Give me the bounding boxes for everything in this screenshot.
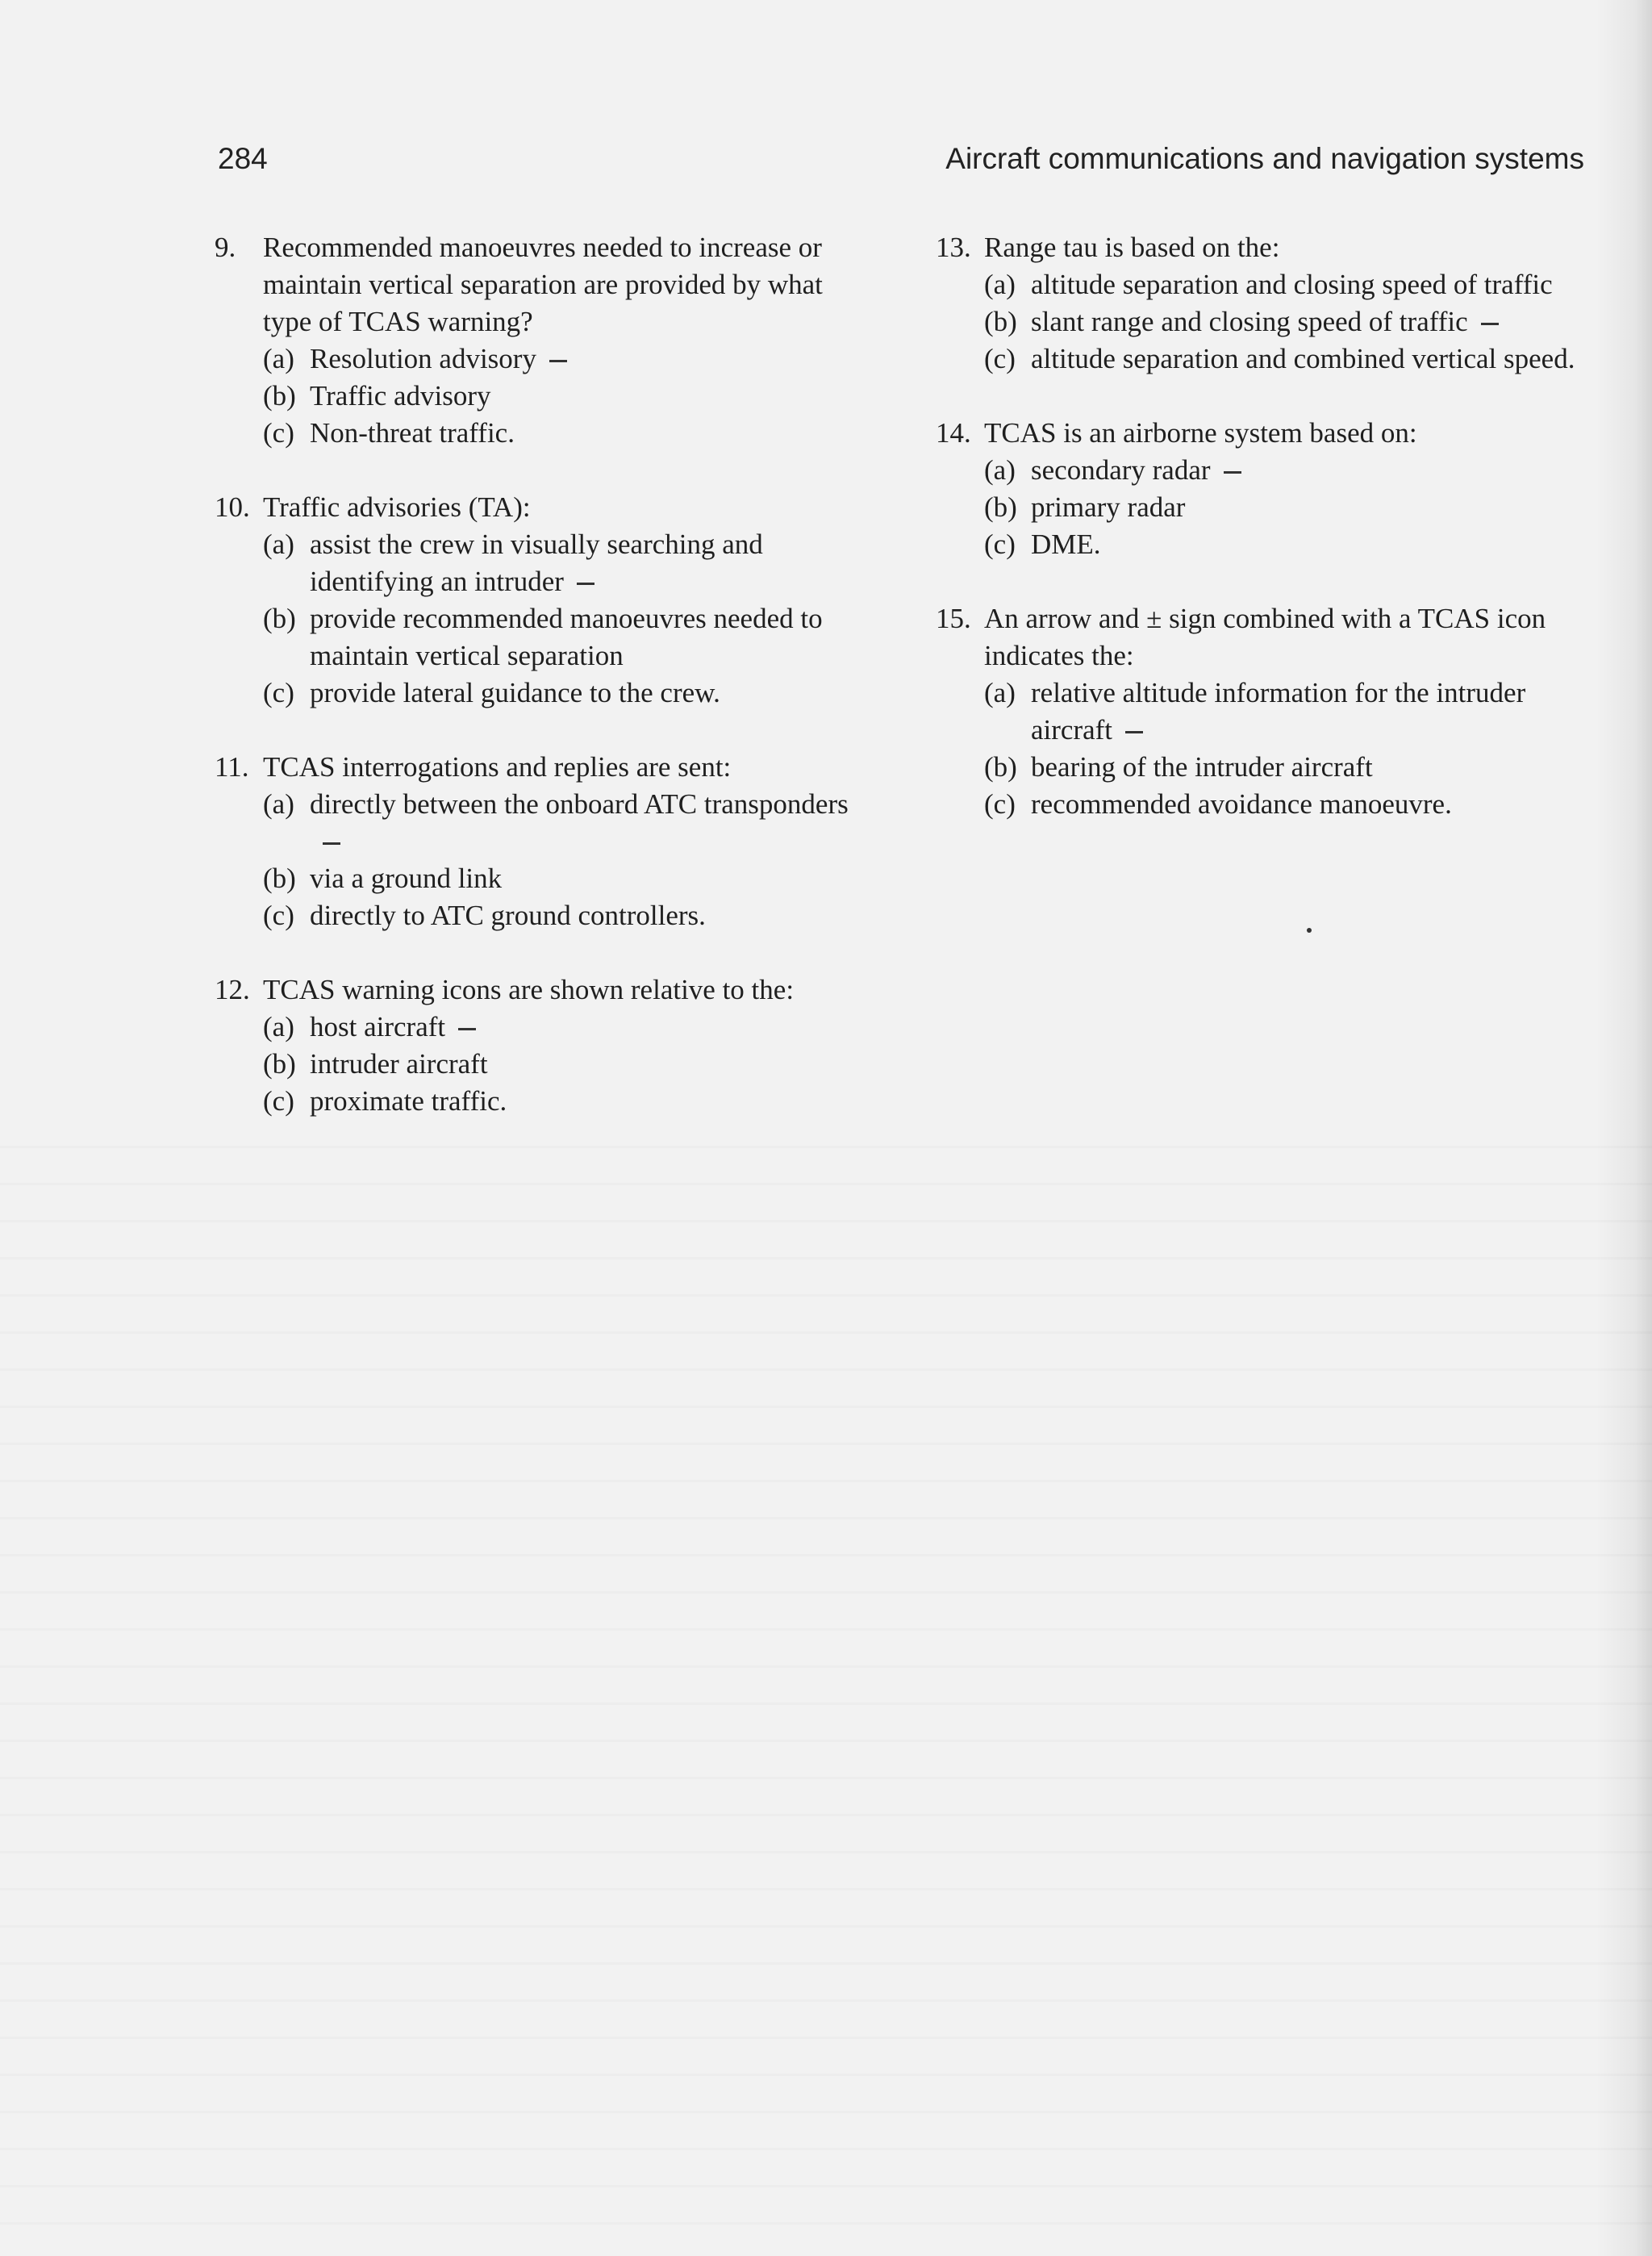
option-label: (b) [263,603,296,634]
option-text: Non-threat traffic. [310,417,515,449]
option-text-wrap [310,415,876,452]
option-label: (c) [984,528,1016,560]
running-title: Aircraft communications and navigation systems [945,142,1584,175]
question [936,229,1581,378]
question-text: TCAS is an airborne system based on: [984,417,1417,449]
handwritten-answer-mark [577,583,594,585]
answer-option [215,675,876,712]
option-label: (b) [984,306,1017,337]
option-text-wrap [310,1046,876,1083]
option-label: (a) [984,454,1016,486]
answer-option [215,1083,876,1120]
answer-option [215,1009,876,1046]
question-stem [936,600,1581,675]
option-text: provide recommended manoeuvres needed to maintain vertical separation [310,603,823,671]
option-text: proximate traffic. [310,1085,507,1117]
option-text-wrap [310,675,876,712]
handwritten-answer-mark [1125,731,1143,733]
option-text: secondary radar [1031,454,1211,486]
option-text: directly to ATC ground controllers. [310,900,706,931]
question-number: 11. [215,751,249,783]
question [215,749,876,934]
question-number: 13. [936,232,971,263]
option-label: (a) [263,1011,294,1042]
question-number: 15. [936,603,971,634]
page-number: 284 [218,142,268,175]
option-label: (a) [984,677,1016,708]
option-text-wrap [310,340,876,378]
question-stem [215,489,876,526]
option-text-wrap [1031,452,1581,489]
left-column [215,229,876,1157]
answer-option [936,303,1581,340]
right-column [936,229,1581,860]
question-number: 10. [215,491,250,523]
page-edge-shadow [1596,0,1652,2256]
question-number: 12. [215,974,250,1005]
option-text-wrap [310,526,876,600]
option-label: (c) [263,1085,294,1117]
answer-option [215,897,876,934]
option-text: bearing of the intruder aircraft [1031,751,1373,783]
answer-option [936,340,1581,378]
option-label: (a) [263,788,294,820]
question [936,415,1581,563]
question-stem [215,229,876,340]
question-stem [215,971,876,1009]
answer-option [215,526,876,600]
option-text: recommended avoidance manoeuvre. [1031,788,1452,820]
answer-option [936,489,1581,526]
stray-mark [1307,928,1312,933]
option-label: (c) [984,788,1016,820]
option-text-wrap [310,1083,876,1120]
option-label: (b) [263,380,296,412]
option-text-wrap [310,860,876,897]
option-label: (b) [984,491,1017,523]
question [215,229,876,452]
answer-option [215,340,876,378]
question-number: 14. [936,417,971,449]
question [936,600,1581,823]
option-text-wrap [1031,340,1581,378]
option-text: assist the crew in visually searching and identifying an intruder [310,528,763,597]
handwritten-answer-mark [1481,323,1499,325]
answer-option [936,266,1581,303]
reverse-page-show-through [0,1146,1652,2256]
option-text: relative altitude information for the intruder aircraft [1031,677,1526,746]
handwritten-answer-mark [323,842,340,845]
option-text-wrap [310,600,876,675]
question-number: 9. [215,232,236,263]
question-text: Recommended manoeuvres needed to increase or maintain vertical separation are provided by what type of TCAS warning? [263,232,823,337]
option-text-wrap [1031,526,1581,563]
option-text: host aircraft [310,1011,446,1042]
option-label: (b) [263,1048,296,1080]
question-text: TCAS interrogations and replies are sent: [263,751,732,783]
question-stem [215,749,876,786]
answer-option [215,1046,876,1083]
answer-option [215,786,876,860]
option-text: altitude separation and closing speed of traffic [1031,269,1553,300]
option-label: (a) [263,528,294,560]
option-text-wrap [1031,786,1581,823]
option-text-wrap [310,378,876,415]
option-text-wrap [310,1009,876,1046]
option-text: intruder aircraft [310,1048,488,1080]
question-stem [936,229,1581,266]
handwritten-answer-mark [1224,471,1241,474]
option-text-wrap [1031,266,1581,303]
answer-option [936,749,1581,786]
answer-option [936,452,1581,489]
answer-option [215,415,876,452]
option-label: (c) [263,677,294,708]
option-label: (c) [263,417,294,449]
option-label: (c) [263,900,294,931]
answer-option [215,600,876,675]
question-text: Traffic advisories (TA): [263,491,531,523]
question [215,489,876,712]
option-text-wrap [310,786,876,860]
option-label: (c) [984,343,1016,374]
question-text: Range tau is based on the: [984,232,1280,263]
answer-option [215,378,876,415]
answer-option [936,786,1581,823]
handwritten-answer-mark [458,1028,476,1030]
answer-option [936,675,1581,749]
option-text-wrap [1031,675,1581,749]
option-text: Resolution advisory [310,343,536,374]
handwritten-answer-mark [549,360,567,362]
option-label: (b) [984,751,1017,783]
option-text: directly between the onboard ATC transponders [310,788,849,820]
question-stem [936,415,1581,452]
question-text: TCAS warning icons are shown relative to the: [263,974,795,1005]
question-text: An arrow and ± sign combined with a TCAS icon indicates the: [984,603,1546,671]
option-text-wrap [1031,489,1581,526]
option-text: altitude separation and combined vertical speed. [1031,343,1575,374]
option-text-wrap [1031,749,1581,786]
option-text: provide lateral guidance to the crew. [310,677,720,708]
option-text-wrap [310,897,876,934]
option-text-wrap [1031,303,1581,340]
option-text: DME. [1031,528,1101,560]
question [215,971,876,1120]
answer-option [215,860,876,897]
option-label: (a) [263,343,294,374]
option-label: (b) [263,863,296,894]
option-text: via a ground link [310,863,503,894]
option-text: primary radar [1031,491,1186,523]
answer-option [936,526,1581,563]
option-text: Traffic advisory [310,380,491,412]
option-label: (a) [984,269,1016,300]
option-text: slant range and closing speed of traffic [1031,306,1468,337]
